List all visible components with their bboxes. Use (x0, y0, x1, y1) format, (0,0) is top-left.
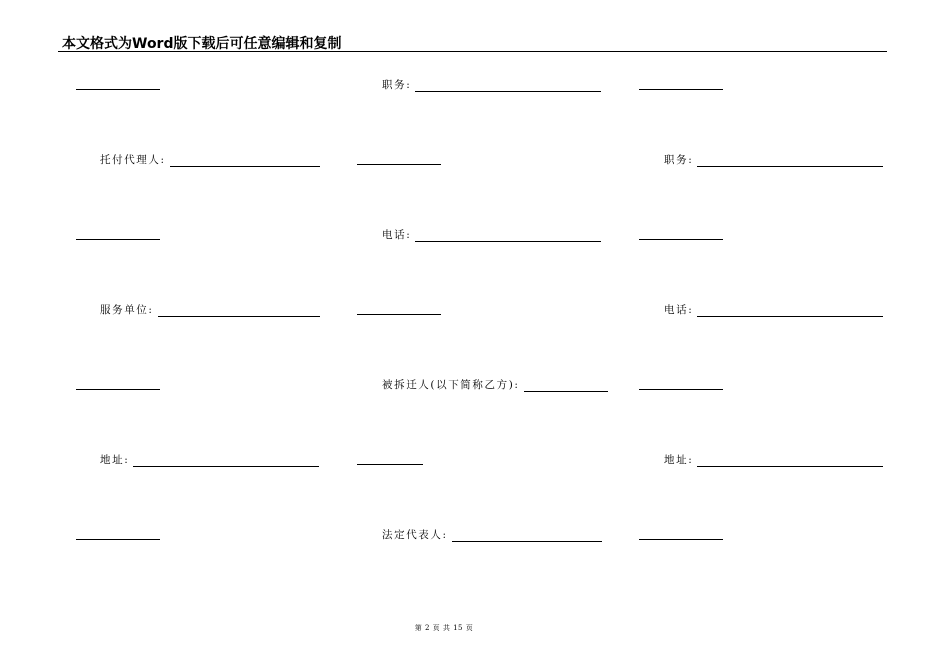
header-divider (58, 51, 887, 52)
field-label: 电话: (664, 304, 694, 316)
field-party-b (382, 379, 608, 392)
field-label: 法定代表人: (382, 529, 448, 541)
blank-line (697, 166, 883, 167)
field-position (382, 79, 601, 92)
blank-line (133, 466, 319, 467)
field-address (100, 454, 319, 467)
blank-line (357, 464, 423, 465)
field-phone (664, 304, 883, 317)
blank-line (415, 91, 601, 92)
field-legal-representative (382, 529, 602, 542)
blank-line (76, 389, 160, 390)
blank-line (524, 391, 608, 392)
blank-line (357, 314, 441, 315)
blank-line (158, 316, 320, 317)
field-label: 职务: (382, 79, 412, 91)
blank-line (639, 89, 723, 90)
field-label: 被拆迁人(以下简称乙方): (382, 379, 520, 391)
field-address (664, 454, 883, 467)
blank-line (76, 89, 160, 90)
blank-line (357, 164, 441, 165)
field-phone (382, 229, 601, 242)
field-label: 服务单位: (100, 304, 154, 316)
page-number: 第 2 页 共 15 页 (414, 624, 474, 632)
blank-line (76, 239, 160, 240)
blank-line (452, 541, 602, 542)
blank-line (639, 239, 723, 240)
field-agent (100, 154, 320, 167)
blank-line (415, 241, 601, 242)
blank-line (639, 539, 723, 540)
field-label: 地址: (664, 454, 694, 466)
document-header-title: 本文格式为Word版下载后可任意编辑和复制 (62, 36, 342, 52)
field-label: 电话: (382, 229, 412, 241)
field-label: 职务: (664, 154, 694, 166)
blank-line (697, 466, 883, 467)
blank-line (170, 166, 320, 167)
field-label: 地址: (100, 454, 130, 466)
field-service-unit (100, 304, 320, 317)
field-label: 托付代理人: (100, 154, 166, 166)
blank-line (697, 316, 883, 317)
blank-line (639, 389, 723, 390)
blank-line (76, 539, 160, 540)
field-position (664, 154, 883, 167)
